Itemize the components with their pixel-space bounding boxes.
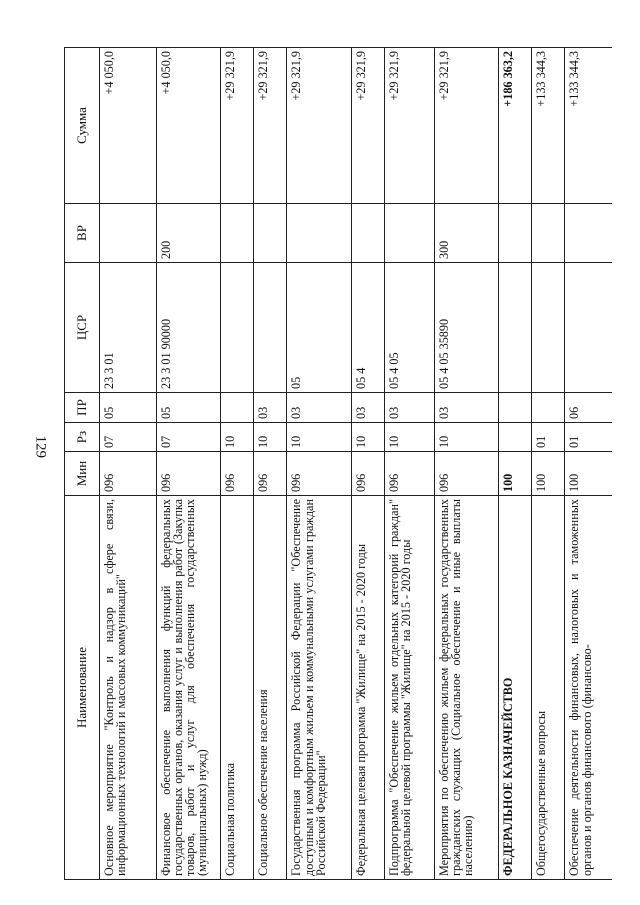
cell-min: 100 — [499, 452, 532, 496]
cell-vr — [221, 204, 254, 263]
cell-name: Федеральная целевая программа "Жилище" на 2015 - 2020 годы — [352, 496, 385, 880]
cell-csr: 23 3 01 — [100, 263, 157, 393]
table-row — [434, 48, 499, 880]
cell-vr — [499, 204, 532, 263]
cell-pr: 06 — [565, 393, 612, 423]
cell-rz: 10 — [352, 423, 385, 452]
cell-name: Государственная программа Российской Федерации "Обеспечение доступным и комфортным жильем и коммунальными услугами граждан Российской Федерации" — [287, 496, 352, 880]
cell-csr — [565, 263, 612, 393]
cell-vr — [352, 204, 385, 263]
page-number: 129 — [32, 435, 49, 458]
header-sum: Сумма — [65, 48, 100, 204]
cell-rz: 01 — [565, 423, 612, 452]
cell-min: 100 — [532, 452, 565, 496]
cell-csr — [221, 263, 254, 393]
cell-pr: 03 — [352, 393, 385, 423]
cell-sum: +29 321,9 — [254, 48, 287, 204]
table-header-row — [65, 48, 100, 880]
cell-rz: 10 — [385, 423, 434, 452]
header-pr: ПР — [65, 393, 100, 423]
cell-sum: +4 050,0 — [156, 48, 221, 204]
cell-vr: 200 — [156, 204, 221, 263]
cell-csr — [532, 263, 565, 393]
cell-rz: 10 — [254, 423, 287, 452]
cell-sum: +29 321,9 — [352, 48, 385, 204]
cell-rz: 10 — [434, 423, 499, 452]
cell-name: Общегосударственные вопросы — [532, 496, 565, 880]
cell-rz: 10 — [287, 423, 352, 452]
cell-pr — [532, 393, 565, 423]
table-row — [287, 48, 352, 880]
cell-name: Подпрограмма "Обеспечение жильем отдельных категорий граждан" федеральной целевой программы "Жилище" на 2015 - 2020 годы — [385, 496, 434, 880]
cell-name: Социальное обеспечение населения — [254, 496, 287, 880]
header-min: Мин — [65, 452, 100, 496]
cell-pr — [499, 393, 532, 423]
cell-vr — [100, 204, 157, 263]
cell-min: 096 — [385, 452, 434, 496]
header-csr: ЦСР — [65, 263, 100, 393]
cell-csr — [254, 263, 287, 393]
cell-min: 096 — [221, 452, 254, 496]
cell-csr: 05 4 05 — [385, 263, 434, 393]
cell-vr — [385, 204, 434, 263]
header-vr: ВР — [65, 204, 100, 263]
cell-min: 096 — [287, 452, 352, 496]
rotated-table-container — [64, 48, 612, 880]
cell-rz: 01 — [532, 423, 565, 452]
cell-csr: 05 4 — [352, 263, 385, 393]
cell-sum: +29 321,9 — [287, 48, 352, 204]
cell-csr: 23 3 01 90000 — [156, 263, 221, 393]
cell-name: Обеспечение деятельности финансовых, налоговых и таможенных органов и органов финансового (финансово- — [565, 496, 612, 880]
cell-name: Основное мероприятие "Контроль и надзор в сфере связи, информационных технологий и массовых коммуникаций" — [100, 496, 157, 880]
cell-min: 096 — [352, 452, 385, 496]
cell-name: Мероприятия по обеспечению жильем федеральных государственных гражданских служащих (Социальное обеспечение и иные выплаты населению) — [434, 496, 499, 880]
cell-vr — [565, 204, 612, 263]
cell-min: 096 — [254, 452, 287, 496]
cell-pr: 03 — [287, 393, 352, 423]
header-name: Наименование — [65, 496, 100, 880]
table-row — [385, 48, 434, 880]
cell-pr — [221, 393, 254, 423]
table-row — [499, 48, 532, 880]
cell-pr: 05 — [156, 393, 221, 423]
cell-rz — [499, 423, 532, 452]
cell-vr: 300 — [434, 204, 499, 263]
cell-csr: 05 — [287, 263, 352, 393]
cell-sum: +186 363,2 — [499, 48, 532, 204]
cell-name: ФЕДЕРАЛЬНОЕ КАЗНАЧЕЙСТВО — [499, 496, 532, 880]
cell-pr: 03 — [434, 393, 499, 423]
table-row — [254, 48, 287, 880]
table-row — [565, 48, 612, 880]
table-row — [100, 48, 157, 880]
cell-min: 096 — [100, 452, 157, 496]
cell-pr: 03 — [254, 393, 287, 423]
cell-rz: 07 — [100, 423, 157, 452]
table-row — [352, 48, 385, 880]
budget-table — [64, 47, 612, 880]
cell-rz: 07 — [156, 423, 221, 452]
cell-csr — [499, 263, 532, 393]
header-rz: Рз — [65, 423, 100, 452]
cell-sum: +133 344,3 — [532, 48, 565, 204]
cell-sum: +29 321,9 — [434, 48, 499, 204]
cell-min: 096 — [434, 452, 499, 496]
cell-vr — [287, 204, 352, 263]
cell-sum: +29 321,9 — [221, 48, 254, 204]
cell-vr — [532, 204, 565, 263]
cell-name: Финансовое обеспечение выполнения функций федеральных государственных органов, оказания услуг и выполнения работ (Закупка товаров, работ и услуг для обеспечения государственных (муниципальных) нужд) — [156, 496, 221, 880]
cell-pr: 03 — [385, 393, 434, 423]
cell-rz: 10 — [221, 423, 254, 452]
table-row — [221, 48, 254, 880]
cell-sum: +29 321,9 — [385, 48, 434, 204]
cell-sum: +4 050,0 — [100, 48, 157, 204]
table-row — [532, 48, 565, 880]
cell-min: 100 — [565, 452, 612, 496]
cell-min: 096 — [156, 452, 221, 496]
cell-vr — [254, 204, 287, 263]
cell-csr: 05 4 05 35890 — [434, 263, 499, 393]
cell-sum: +133 344,3 — [565, 48, 612, 204]
cell-name: Социальная политика — [221, 496, 254, 880]
cell-pr: 05 — [100, 393, 157, 423]
table-row — [156, 48, 221, 880]
